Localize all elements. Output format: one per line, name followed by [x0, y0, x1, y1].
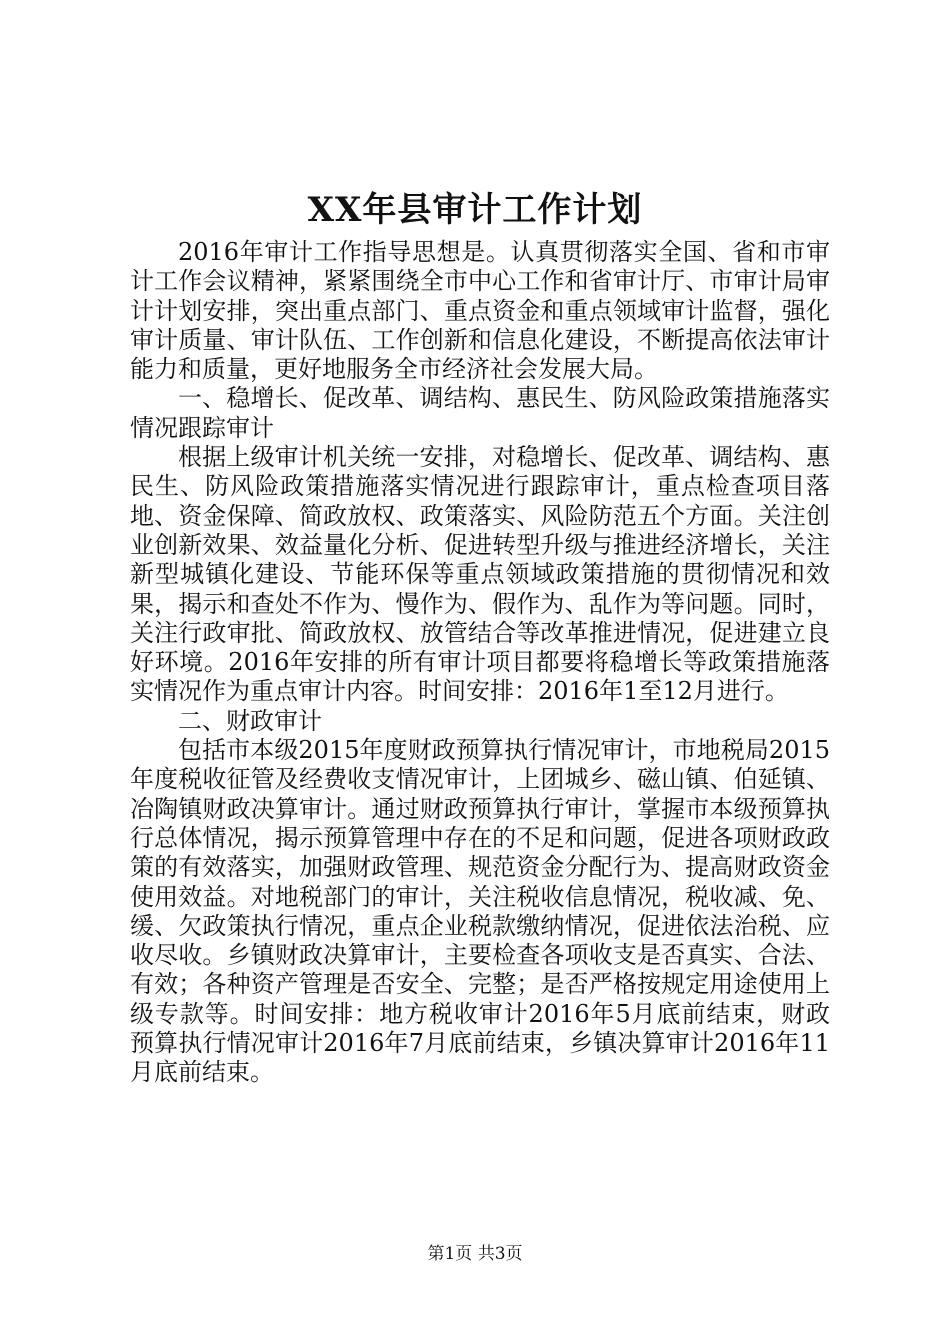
section-heading-2: 二、财政审计 [178, 706, 322, 735]
paragraph-tracking-audit: 根据上级审计机关统一安排，对稳增长、促改革、调结构、惠民生、防风险政策措施落实情况进行跟踪审计，重点检查项目落地、资金保障、简政放权、政策落实、风险防范五个方面。关注创业创新效果、效益量化分析、促进转型升级与推进经济增长，关注新型城镇化建设、节能环保等重点领域政策措施的贯彻情况和效果，揭示和查处不作为、慢作为、假作为、乱作为等问题。同时，关注行政审批、简政放权、放管结合等改革推进情况，促进建立良好环境。2016年安排的所有审计项目都要将稳增长等政策措施落实情况作为重点审计内容。时间安排：2016年1至12月进行。 [130, 443, 830, 706]
page-footer: 第1页 共3页 [427, 1244, 523, 1264]
paragraph-fiscal-audit: 包括市本级2015年度财政预算执行情况审计，市地税局2015年度税收征管及经费收支情况审计，上团城乡、磁山镇、伯延镇、冶陶镇财政决算审计。通过财政预算执行审计，掌握市本级预算执行总体情况，揭示预算管理中存在的不足和问题，促进各项财政政策的有效落实，加强财政管理、规范资金分配行为、提高财政资金使用效益。对地税部门的审计，关注税收信息情况，税收减、免、缓、欠政策执行情况，重点企业税款缴纳情况，促进依法治税、应收尽收。乡镇财政决算审计，主要检查各项收支是否真实、合法、有效；各种资产管理是否安全、完整；是否严格按规定用途使用上级专款等。时间安排：地方税收审计2016年5月底前结束，财政预算执行情况审计2016年7月底前结束，乡镇决算审计2016年11月底前结束。 [130, 736, 830, 1087]
document-body [130, 238, 830, 1088]
document-title: XX年县审计工作计划 [307, 190, 643, 230]
paragraph-guiding-thought: 2016年审计工作指导思想是。认真贯彻落实全国、省和市审计工作会议精神，紧紧围绕全市中心工作和省审计厅、市审计局审计计划安排，突出重点部门、重点资金和重点领域审计监督，强化审计质量、审计队伍、工作创新和信息化建设，不断提高依法审计能力和质量，更好地服务全市经济社会发展大局。 [130, 238, 830, 384]
section-heading-1: 一、稳增长、促改革、调结构、惠民生、防风险政策措施落实情况跟踪审计 [130, 384, 830, 442]
